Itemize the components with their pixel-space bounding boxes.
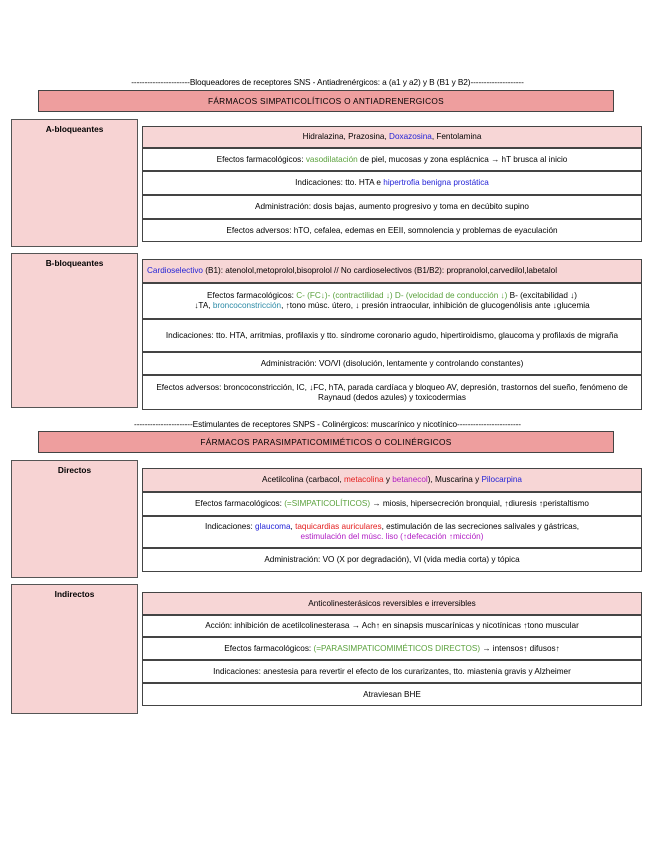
effects-row: Efectos farmacológicos: (=SIMPATICOLÍTICOS) → miosis, hipersecreción bronquial, ↑diuresis ↑peristaltismo [142,492,642,516]
effects-row: Efectos farmacológicos: vasodilatación de piel, mucosas y zona esplácnica → hT brusca al inicio [142,148,642,171]
section-banner: FÁRMACOS PARASIMPATICOMIMÉTICOS O COLINÉRGICOS [38,431,614,453]
adverse-effects-row: Efectos adversos: broncoconstricción, IC, ↓FC, hTA, parada cardíaca y bloqueo AV, depresión, trastornos del sueño, fenómeno de Raynaud (dedos azules) y toxicodermias [142,375,642,410]
action-row: Acción: inhibición de acetilcolinesterasa → Ach↑ en sinapsis muscarínicas y nicotínicas ↑tono muscular [142,615,642,637]
drugs-row: Acetilcolina (carbacol, metacolina y betanecol), Muscarina y Pilocarpina [142,468,642,492]
indications-row: Indicaciones: glaucoma, taquicardias auriculares, estimulación de las secreciones salivales y gástricas, estimulación del músc. liso (↑defecación ↑micción) [142,516,642,548]
group-label-text: Directos [57,465,92,475]
drugs-row: Anticolinesterásicos reversibles e irreversibles [142,592,642,615]
indications-row: Indicaciones: tto. HTA, arritmias, profilaxis y tto. síndrome coronario agudo, hipertiroidismo, glaucoma y profilaxis de migraña [142,319,642,352]
adverse-effects-row: Efectos adversos: hTO, cefalea, edemas en EEII, somnolencia y problemas de eyaculación [142,219,642,242]
group-label-directos [11,460,138,578]
drugs-row: Hidralazina, Prazosina, Doxazosina, Fentolamina [142,126,642,148]
administration-row: Administración: dosis bajas, aumento progresivo y toma en decúbito supino [142,195,642,219]
effects-row: Efectos farmacológicos: C- (FC↓)- (contractilidad ↓) D- (velocidad de conducción ↓) B- (excitabilidad ↓) ↓TA, broncoconstricción, ↑tono músc. útero, ↓ presión intraocular, inhibición de glucogenólisis ante ↓glucemia [142,283,642,319]
section-banner: FÁRMACOS SIMPATICOLÍTICOS O ANTIADRENERGICOS [38,90,614,112]
group-label-b-bloqueantes [11,253,138,408]
group-label-indirectos [11,584,138,714]
group-label-a-bloqueantes [11,119,138,247]
group-label-text: A-bloqueantes [45,124,104,134]
indications-row: Indicaciones: tto. HTA e hipertrofia benigna prostática [142,171,642,195]
section-separator: ----------------------Estimulantes de receptores SNPS - Colinérgicos: muscarínico y nicotínico------------------------ [134,419,521,429]
drugs-row: Cardioselectivo (B1): atenolol,metoprolol,bisoprolol // No cardioselectivos (B1/B2): propranolol,carvedilol,labetalol [142,259,642,283]
group-label-text: B-bloqueantes [45,258,104,268]
bhe-row: Atraviesan BHE [142,683,642,706]
effects-row: Efectos farmacológicos: (=PARASIMPATICOMIMÉTICOS DIRECTOS) → intensos↑ difusos↑ [142,637,642,660]
administration-row: Administración: VO/VI (disolución, lentamente y controlando constantes) [142,352,642,375]
indications-row: Indicaciones: anestesia para revertir el efecto de los curarizantes, tto. miastenia gravis y Alzheimer [142,660,642,683]
group-label-text: Indirectos [54,589,95,599]
section-separator: ----------------------Bloqueadores de receptores SNS - Antiadrenérgicos: a (a1 y a2) y B (B1 y B2)-------------------- [131,77,524,87]
administration-row: Administración: VO (X por degradación), VI (vida media corta) y tópica [142,548,642,572]
